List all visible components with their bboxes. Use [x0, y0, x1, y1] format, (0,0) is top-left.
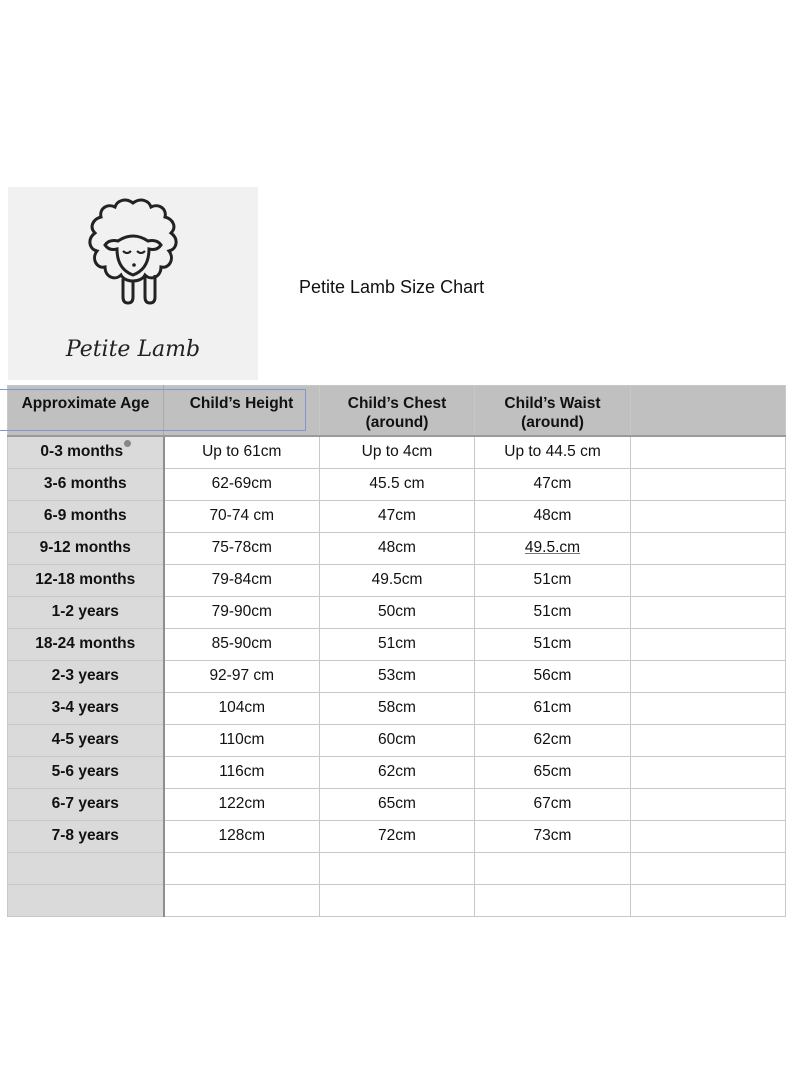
cell-extra[interactable] [631, 500, 786, 532]
cell-extra[interactable] [631, 692, 786, 724]
cell-height[interactable] [164, 884, 320, 916]
cell-extra[interactable] [631, 596, 786, 628]
cell-age[interactable]: 6-9 months [8, 500, 164, 532]
document-title: Petite Lamb Size Chart [299, 277, 485, 297]
cell-waist[interactable]: 51cm [475, 596, 631, 628]
cell-waist[interactable]: 62cm [475, 724, 631, 756]
cell-height[interactable]: 104cm [164, 692, 320, 724]
brand-logo [8, 187, 258, 380]
column-header-chest[interactable]: Child’s Chest (around) [320, 386, 475, 436]
cell-height[interactable]: Up to 61cm [164, 436, 320, 469]
cell-chest[interactable]: 47cm [320, 500, 475, 532]
comment-indicator-icon[interactable] [124, 440, 131, 447]
table-row [8, 468, 786, 500]
cell-chest[interactable]: 65cm [320, 788, 475, 820]
table-row [8, 532, 786, 564]
table-row [8, 500, 786, 532]
cell-chest[interactable]: 50cm [320, 596, 475, 628]
cell-waist[interactable]: 51cm [475, 564, 631, 596]
cell-extra[interactable] [631, 788, 786, 820]
cell-chest[interactable] [320, 852, 475, 884]
table-row [8, 852, 786, 884]
cell-extra[interactable] [631, 884, 786, 916]
cell-age[interactable]: 4-5 years [8, 724, 164, 756]
table-row [8, 628, 786, 660]
cell-chest[interactable]: 62cm [320, 756, 475, 788]
cell-age[interactable]: 12-18 months [8, 564, 164, 596]
cell-chest[interactable] [320, 884, 475, 916]
cell-waist[interactable]: 67cm [475, 788, 631, 820]
cell-height[interactable]: 92-97 cm [164, 660, 320, 692]
cell-height[interactable]: 70-74 cm [164, 500, 320, 532]
table-row [8, 756, 786, 788]
cell-waist[interactable] [475, 884, 631, 916]
cell-height[interactable]: 79-90cm [164, 596, 320, 628]
cell-extra[interactable] [631, 820, 786, 852]
column-header-height[interactable]: Child’s Height [164, 386, 320, 436]
cell-age[interactable]: 5-6 years [8, 756, 164, 788]
cell-chest[interactable]: 72cm [320, 820, 475, 852]
cell-chest[interactable]: 48cm [320, 532, 475, 564]
cell-chest[interactable]: 45.5 cm [320, 468, 475, 500]
cell-extra[interactable] [631, 564, 786, 596]
cell-waist[interactable]: 48cm [475, 500, 631, 532]
cell-age[interactable]: 7-8 years [8, 820, 164, 852]
cell-waist[interactable]: 61cm [475, 692, 631, 724]
cell-extra[interactable] [631, 660, 786, 692]
sheep-icon [83, 195, 183, 320]
cell-extra[interactable] [631, 852, 786, 884]
table-row [8, 788, 786, 820]
cell-extra[interactable] [631, 628, 786, 660]
column-header-empty[interactable] [631, 386, 786, 436]
table-row [8, 724, 786, 756]
cell-age[interactable]: 1-2 years [8, 596, 164, 628]
cell-chest[interactable]: 51cm [320, 628, 475, 660]
cell-age[interactable]: 9-12 months [8, 532, 164, 564]
cell-height[interactable]: 128cm [164, 820, 320, 852]
cell-waist[interactable] [475, 852, 631, 884]
cell-height[interactable]: 79-84cm [164, 564, 320, 596]
cell-height[interactable]: 85-90cm [164, 628, 320, 660]
cell-extra[interactable] [631, 436, 786, 469]
cell-age[interactable]: 18-24 months [8, 628, 164, 660]
cell-age[interactable]: 0-3 months [8, 436, 164, 469]
cell-waist[interactable]: 47cm [475, 468, 631, 500]
cell-chest[interactable]: 58cm [320, 692, 475, 724]
cell-age[interactable]: 6-7 years [8, 788, 164, 820]
column-header-age[interactable]: Approximate Age [8, 386, 164, 436]
cell-waist[interactable] [475, 532, 631, 564]
cell-age[interactable]: 3-4 years [8, 692, 164, 724]
cell-chest[interactable]: 60cm [320, 724, 475, 756]
cell-chest[interactable]: 49.5cm [320, 564, 475, 596]
cell-age[interactable]: 2-3 years [8, 660, 164, 692]
cell-age[interactable] [8, 884, 164, 916]
table-row [8, 564, 786, 596]
cell-waist[interactable]: 73cm [475, 820, 631, 852]
cell-height[interactable]: 122cm [164, 788, 320, 820]
cell-height[interactable] [164, 852, 320, 884]
cell-chest[interactable]: Up to 4cm [320, 436, 475, 469]
table-row [8, 436, 786, 469]
cell-waist[interactable]: 51cm [475, 628, 631, 660]
cell-extra[interactable] [631, 756, 786, 788]
cell-height[interactable]: 116cm [164, 756, 320, 788]
logo-wordmark: Petite Lamb [65, 337, 201, 362]
cell-age[interactable] [8, 852, 164, 884]
cell-extra[interactable] [631, 724, 786, 756]
cell-age[interactable]: 3-6 months [8, 468, 164, 500]
column-header-waist[interactable]: Child’s Waist (around) [475, 386, 631, 436]
table-header-row [8, 386, 786, 436]
cell-waist[interactable]: 65cm [475, 756, 631, 788]
cell-height[interactable]: 110cm [164, 724, 320, 756]
cell-chest[interactable]: 53cm [320, 660, 475, 692]
cell-height[interactable]: 62-69cm [164, 468, 320, 500]
cell-waist[interactable]: 56cm [475, 660, 631, 692]
table-row [8, 884, 786, 916]
cell-extra[interactable] [631, 532, 786, 564]
size-chart-table [7, 385, 786, 917]
spellcheck-underlined-value: 49.5.cm [524, 539, 581, 556]
table-row [8, 596, 786, 628]
table-row [8, 692, 786, 724]
cell-height[interactable]: 75-78cm [164, 532, 320, 564]
table-row [8, 660, 786, 692]
cell-waist[interactable]: Up to 44.5 cm [475, 436, 631, 469]
table-row [8, 820, 786, 852]
cell-extra[interactable] [631, 468, 786, 500]
